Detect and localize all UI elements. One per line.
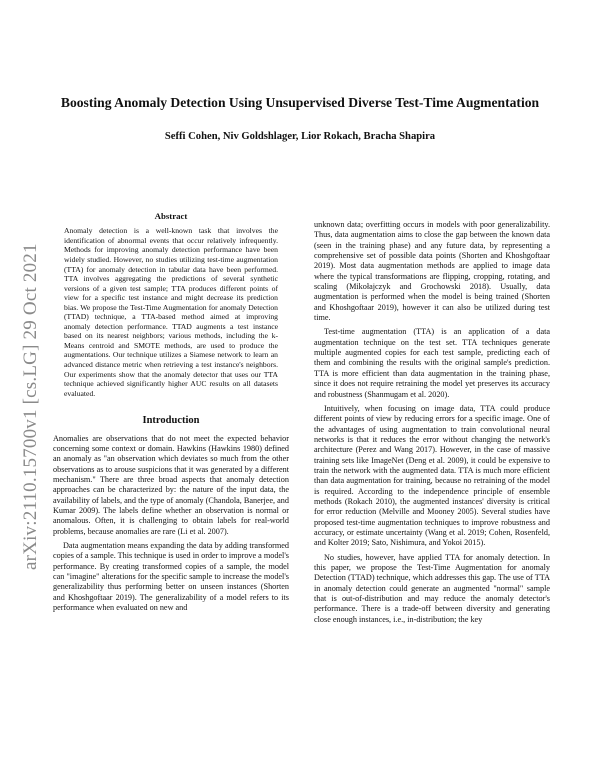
intro-paragraph-2: Data augmentation means expanding the data by adding transformed copies of a sample. This technique is used in order to improve a model's performance. By creating transformed copies of a sample, the model can "imagine" alterations for the specific sample to increase the model's generalizability thus performing better on unseen instances (Shorten and Khoshgoftaar 2019). The generalizability of a model refers to its performance when evaluated on new and — [53, 540, 289, 613]
introduction-heading: Introduction — [142, 415, 200, 427]
arxiv-identifier: arXiv:2110.15700v1 [cs.LG] 29 Oct 2021 — [20, 243, 41, 570]
abstract-text: Anomaly detection is a well-known task that involves the identification of abnormal events that occur relatively infrequently. Methods for improving anomaly detection performance have been widely studied. However, no studies utilizing test-time augmentation (TTA) for anomaly detection in tabular data have been performed. TTA involves aggregating the predictions of several synthetic versions of a given test sample; TTA produces different points of view for a specific test instance and might decrease its prediction bias. We propose the Test-Time Augmentation for anomaly Detection (TTAD) technique, a TTA-based method aimed at improving anomaly detection performance. TTAD augments a test instance based on its nearest neighbors; various methods, including the k-Means centroid and SMOTE methods, are used to produce the augmentations. Our technique utilizes a Siamese network to learn an advanced distance metric when retrieving a test instance's neighbors. Our experiments show that the anomaly detector that uses our TTA technique achieved significantly higher AUC results on all datasets evaluated. — [64, 226, 278, 398]
abstract-heading: Abstract — [154, 211, 188, 221]
intro-paragraph-1: Anomalies are observations that do not meet the expected behavior concerning some context or domain. Hawkins (Hawkins 1980) defined an anomaly as "an observation which deviates so much from the other observations as to arouse suspicions that it was generated by a different mechanism." There are three broad aspects that anomaly detection approaches can be characterized by: the nature of the input data, the availability of labels, and the type of anomaly (Chandola, Banerjee, and Kumar 2009). The labels define whether an observation is normal or anomalous. Often, it is challenging to obtain labels for real-world problems, because anomalies are rare (Li et al. 2007). — [53, 433, 289, 536]
intro-paragraph-5: Intuitively, when focusing on image data, TTA could produce different points of view by reducing errors for a specific image. One of the advantages of using augmentation to train convolutional neural networks is that it reduces the error without changing the network's architecture (Perez and Wang 2017). However, in the case of massive training sets like ImageNet (Deng et al. 2009), it could be expensive to train the network with the augmented data. TTA is much more efficient than data augmentation for training, because no retraining of the model is required. According to the independence principle of ensemble methods (Rokach 2010), the augmented instances' diversity is critical for error reduction (Melville and Mooney 2005). Several studies have proposed test-time augmentation techniques to improve robustness and accuracy, or estimate uncertainty (Wang et al. 2019; Cohen, Rosenfeld, and Kolter 2019; Sato, Nishimura, and Yokoi 2015). — [314, 403, 550, 548]
left-column — [53, 211, 289, 613]
right-column — [314, 220, 550, 625]
intro-paragraph-6: No studies, however, have applied TTA for anomaly detection. In this paper, we propose the Test-Time Augmentation for anomaly Detection (TTAD) technique, which addresses this gap. The use of TTA in anomaly detection could generate an augmented "normal" sample that is out-of-distribution and may reduce the anomaly detector's performance. There is a trade-off between diversity and generating close enough instances, i.e., in-distribution; the key — [314, 552, 550, 624]
intro-paragraph-4: Test-time augmentation (TTA) is an application of a data augmentation technique on the test set. TTA techniques generate multiple augmented copies for each test sample, predicting each of them and combining the results with the original sample's prediction. TTA is more efficient than data augmentation in the training phase, since it does not require retraining the model yet preserves its accuracy and robustness (Shanmugam et al. 2020). — [314, 327, 550, 399]
paper-title: Boosting Anomaly Detection Using Unsupervised Diverse Test-Time Augmentation — [60, 95, 540, 110]
abstract-body — [53, 226, 289, 398]
paper-authors: Seffi Cohen, Niv Goldshlager, Lior Rokach, Bracha Shapira — [164, 131, 436, 142]
intro-paragraph-3: unknown data; overfitting occurs in models with poor generalizability. Thus, data augmentation aims to close the gap between the known data (seen in the training phase) and any future data, by representing a comprehensive set of possible data points (Shorten and Khoshgoftaar 2019). Most data augmentation methods are applied to image data where the typical transformations are flipping, cropping, rotating, and scaling (Mikołajczyk and Grochowski 2018). Usually, data augmentation is performed when the model is being trained (Shorten and Khoshgoftaar 2019), however it can also be utilized during test time. — [314, 220, 550, 323]
